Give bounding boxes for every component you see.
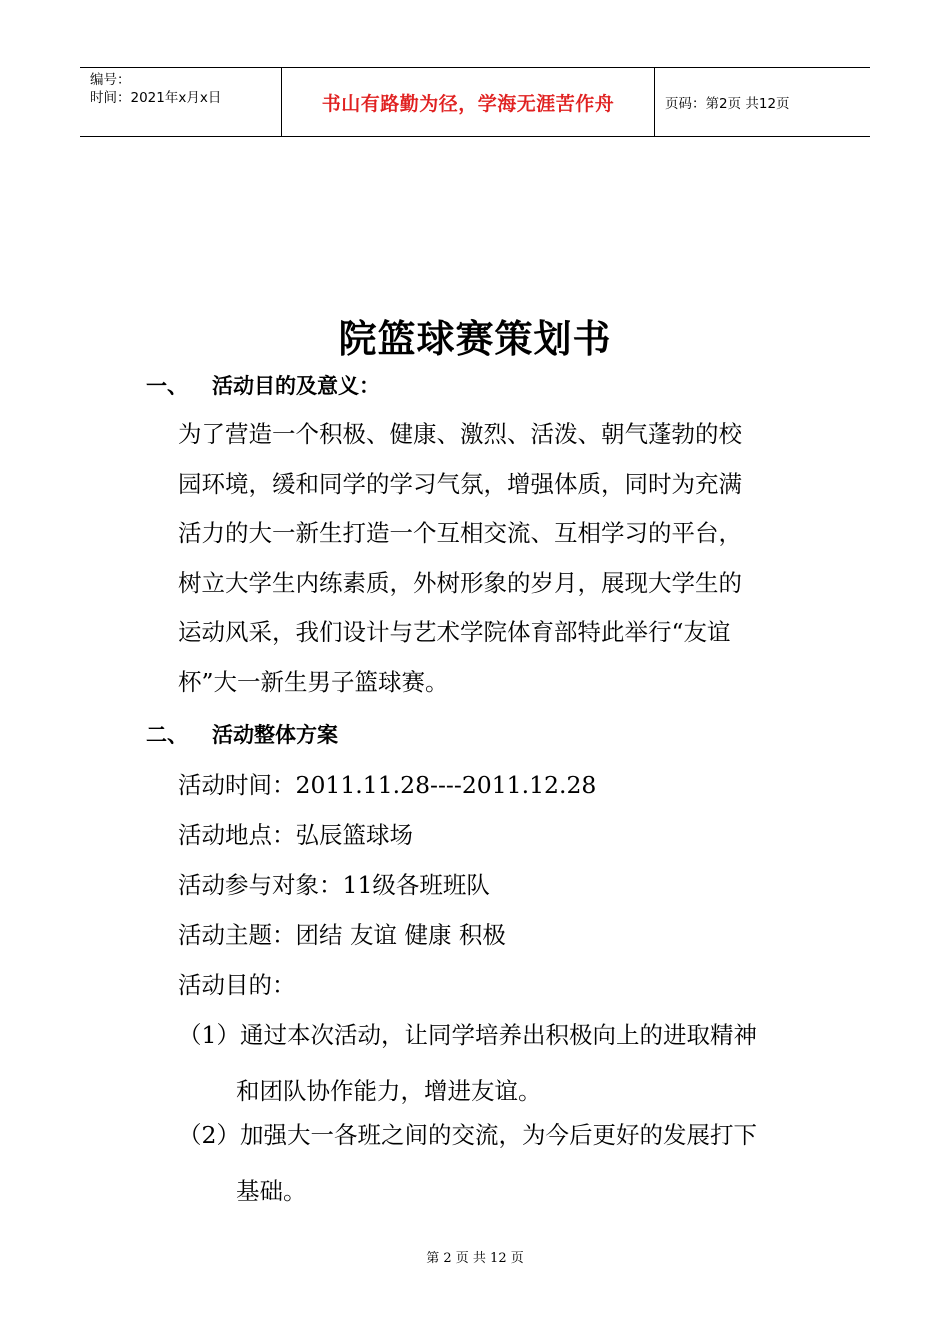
date-label: 时间：2021年x月x日 (90, 90, 222, 106)
purpose-item-2 (178, 1116, 757, 1206)
paragraph-line: 活力的大一新生打造一个互相交流、互相学习的平台， (178, 519, 742, 547)
paragraph-line: 为了营造一个积极、健康、激烈、活泼、朝气蓬勃的校 (178, 420, 742, 448)
activity-time: 活动时间：2011.11.28----2011.12.28 (178, 771, 597, 799)
section-2-title: 活动整体方案 (212, 723, 338, 747)
header-motto-cell (282, 68, 655, 136)
document-header (80, 67, 870, 137)
paragraph-line: 杯”大一新生男子篮球赛。 (178, 667, 449, 696)
section-1-paragraph (178, 410, 742, 707)
activity-purpose-label: 活动目的： (178, 971, 296, 999)
paragraph-line: 运动风采，我们设计与艺术学院体育部特此举行“友谊 (178, 618, 731, 646)
activity-theme: 活动主题：团结 友谊 健康 积极 (178, 921, 506, 949)
activity-place: 活动地点：弘辰篮球场 (178, 821, 413, 849)
section-1-heading (146, 370, 380, 400)
header-meta-cell (80, 68, 282, 136)
page-footer: 第 2 页 共 12 页 (426, 1251, 524, 1266)
section-2-number: 二、 (146, 723, 188, 747)
purpose-item-first-line: （2）加强大一各班之间的交流，为今后更好的发展打下 (178, 1121, 757, 1149)
header-page-cell (655, 68, 870, 136)
purpose-item-continuation: 基础。 (236, 1177, 307, 1205)
motto-text: 书山有路勤为径，学海无涯苦作舟 (321, 92, 615, 115)
number-label: 编号： (90, 72, 131, 88)
section-1-title: 活动目的及意义： (212, 374, 380, 398)
purpose-item-continuation: 和团队协作能力，增进友谊。 (236, 1077, 542, 1105)
purpose-item-1 (178, 1016, 757, 1106)
section-2-heading (146, 719, 338, 749)
purpose-item-first-line: （1）通过本次活动，让同学培养出积极向上的进取精神 (178, 1021, 757, 1049)
paragraph-line: 树立大学生内练素质，外树形象的岁月，展现大学生的 (178, 568, 742, 597)
document-title: 院篮球赛策划书 (338, 316, 612, 361)
paragraph-line: 园环境，缓和同学的学习气氛，增强体质，同时为充满 (178, 469, 742, 498)
activity-participants: 活动参与对象：11级各班班队 (178, 871, 490, 899)
page-info: 页码：第2页 共12页 (665, 96, 790, 112)
section-1-number: 一、 (146, 374, 188, 398)
